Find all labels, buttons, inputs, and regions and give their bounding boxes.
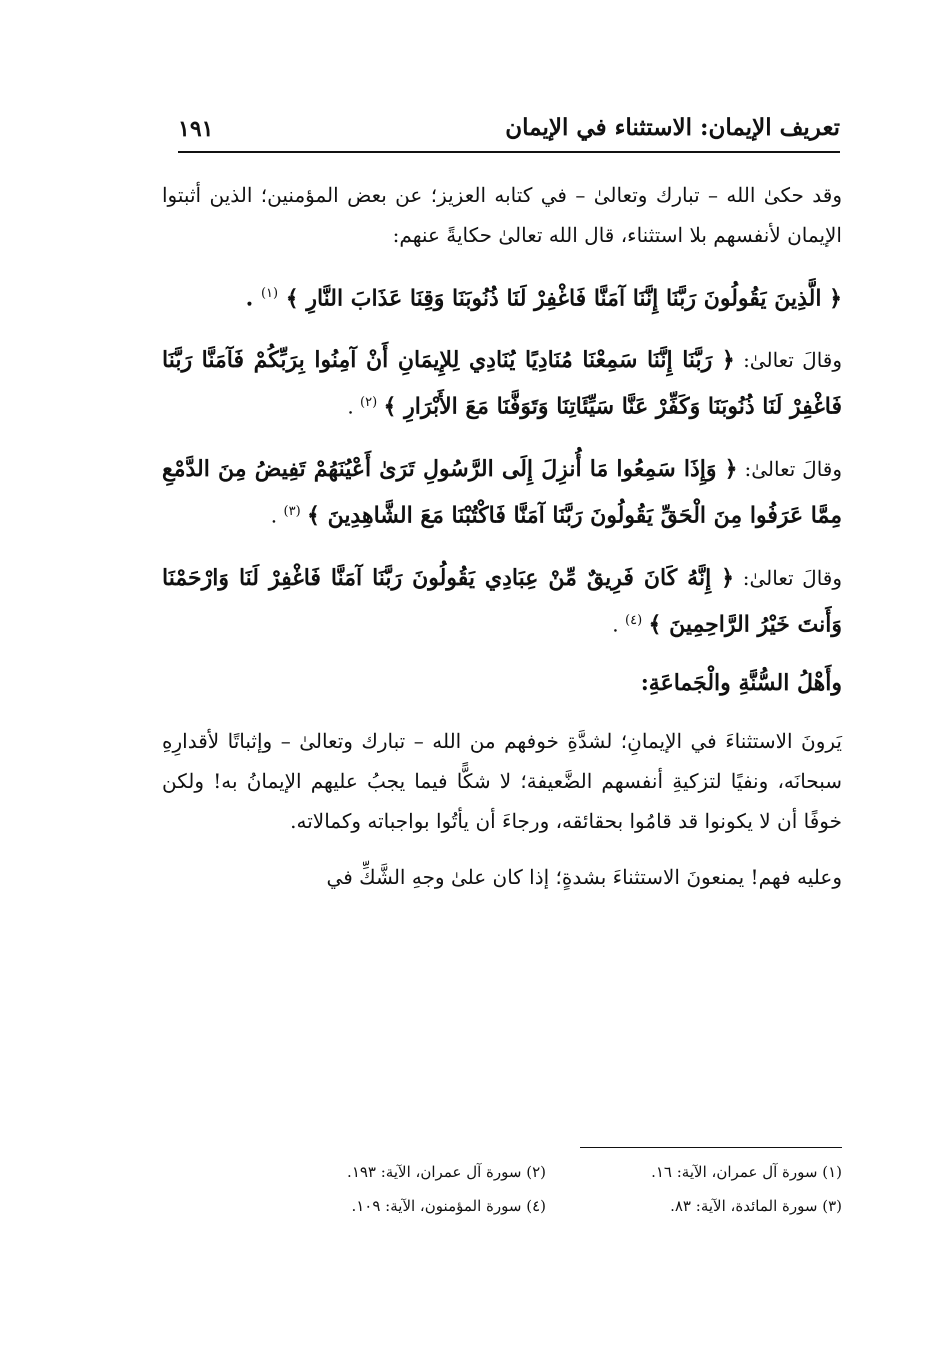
period: .: [270, 503, 278, 528]
quran-verse: ﴿ وَإِذَا سَمِعُوا مَا أُنزِلَ إِلَى الرَّسُولِ تَرَىٰ أَعْيُنَهُمْ تَفِيضُ مِنَ الدَّمْعِ مِمَّا عَرَفُوا مِنَ الْحَقِّ يَقُولُونَ رَبَّنَا آمَنَّا فَاكْتُبْنَا مَعَ الشَّاهِدِينَ ﴾: [162, 455, 842, 529]
footnote-row: [250, 1189, 842, 1223]
footnote-ref: (٢): [360, 395, 378, 411]
footnote-2: (٢) سورة آل عمران، الآية: ١٩٣.: [347, 1163, 546, 1181]
footnote-1: (١) سورة آل عمران، الآية: ١٦.: [651, 1163, 842, 1181]
main-text: [162, 175, 842, 913]
verse-paragraph-2: [162, 337, 842, 430]
section-heading: وأَهْلُ السُّنَّةِ والْجَماعَةِ:: [640, 670, 842, 697]
verse-intro: وقالَ تعالىٰ:: [742, 565, 843, 590]
quran-verse: ﴿ الَّذِينَ يَقُولُونَ رَبَّنَا إِنَّنَا آمَنَّا فَاغْفِرْ لَنَا ذُنُوبَنَا وَقِنَا عَذَابَ النَّارِ ﴾: [285, 285, 842, 312]
footnote-ref: (١): [260, 286, 279, 301]
footnotes: [250, 1155, 842, 1223]
header-divider: [178, 151, 840, 153]
footnote-ref: (٤): [625, 612, 643, 628]
page-number: ١٩١: [178, 116, 214, 142]
verse-intro: وقالَ تعالىٰ:: [743, 348, 843, 373]
footnote-3: (٣) سورة المائدة، الآية: ٨٣.: [670, 1197, 842, 1215]
period: .: [612, 612, 619, 637]
footnote-ref: (٣): [283, 503, 301, 519]
paragraph-continuation: وعليه فهم! يمنعونَ الاستثناءَ بشدةٍ؛ إذا كان علىٰ وجهِ الشَّكِّ في: [326, 865, 842, 890]
quran-verse: ﴿ رَبَّنَا إِنَّنَا سَمِعْنَا مُنَادِيًا يُنَادِي لِلإِيمَانِ أَنْ آمِنُوا بِرَبِّكُمْ فَآمَنَّا رَبَّنَا فَاغْفِرْ لَنَا ذُنُوبَنَا وَكَفِّرْ عَنَّا سَيِّئَاتِنَا وَتَوَفَّنَا مَعَ الأَبْرَارِ ﴾: [162, 347, 842, 420]
verse-paragraph-4: [162, 555, 842, 648]
period: .: [347, 394, 354, 419]
footnote-row: [250, 1155, 842, 1189]
paragraph-sunnah: يَرونَ الاستثناءَ في الإيمانِ؛ لشدَّةِ خوفهم من الله – تبارك وتعالىٰ – وإثباتًا لأقدارِهِ سبحانَه، ونفيًا لتزكيةِ أنفسهم الضَّعيفة؛ لا شكًّا فيما يجبُ عليهم الإيمانُ به! ولكن خوفًا أن لا يكونوا قد قامُوا بحقائقه، ورجاءَ أن يأتُوا بواجباته وكمالاته.: [162, 729, 842, 834]
period: .: [245, 285, 254, 312]
verse-intro: وقالَ تعالىٰ:: [744, 456, 843, 481]
quran-verse: ﴿ إِنَّهُ كَانَ فَرِيقٌ مِّنْ عِبَادِي يَقُولُونَ رَبَّنَا آمَنَّا فَاغْفِرْ لَنَا وَارْحَمْنَا وَأَنتَ خَيْرُ الرَّاحِمِينَ ﴾: [162, 564, 842, 638]
verse-paragraph-1: [162, 271, 842, 321]
footnote-4: (٤) سورة المؤمنون، الآية: ١٠٩.: [351, 1197, 546, 1215]
paragraph-intro: وقد حكىٰ الله – تبارك وتعالىٰ – في كتابه العزيز؛ عن بعض المؤمنين؛ الذين أثبتوا الإيمان لأنفسهم بلا استثناء، قال الله تعالىٰ حكايةً عنهم:: [162, 183, 842, 247]
verse-paragraph-3: [162, 446, 842, 539]
running-title: تعريف الإيمان: الاستثناء في الإيمان: [505, 114, 840, 141]
footnote-divider: [580, 1147, 842, 1148]
page-header: [178, 112, 840, 152]
